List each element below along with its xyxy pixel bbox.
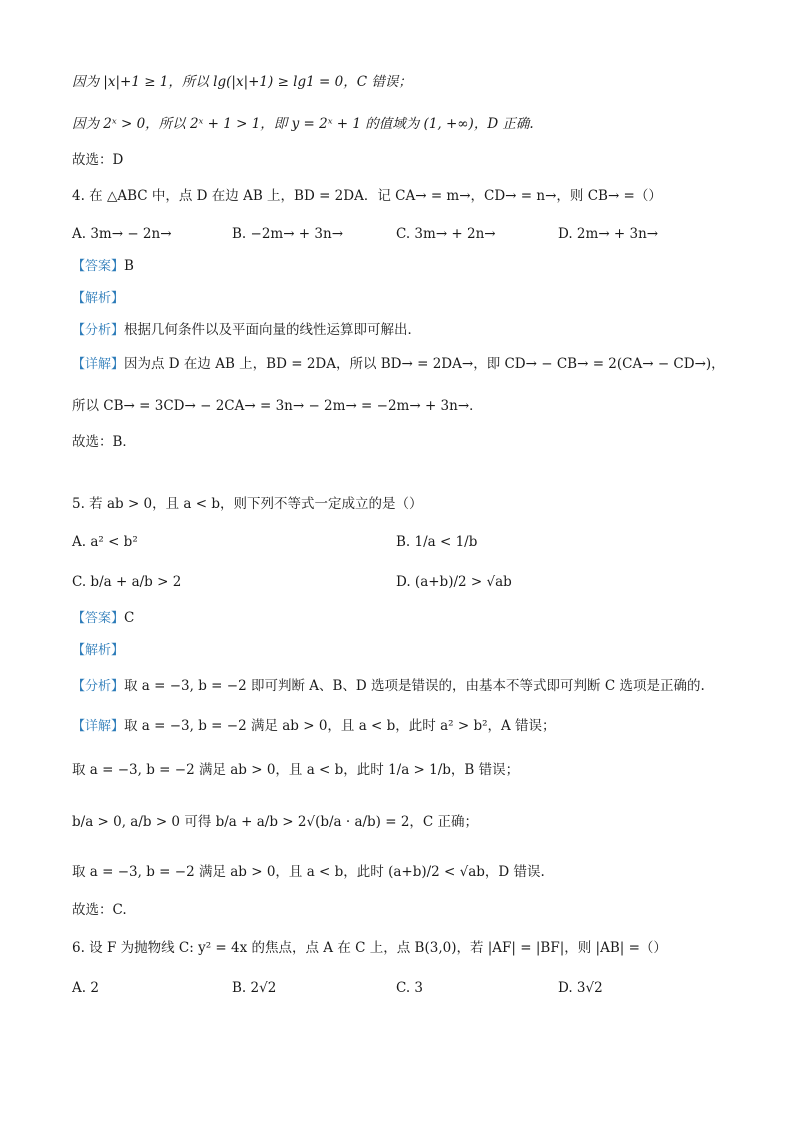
option-c: C. b/a + a/b > 2: [72, 574, 182, 590]
summary-tag: 【分析】: [72, 323, 125, 338]
analysis-line: [72, 288, 754, 309]
text-line: [72, 114, 754, 134]
option-b: B. 1/a < 1/b: [396, 534, 478, 550]
analysis-tag: 【解析】: [72, 291, 125, 306]
text-line: [72, 72, 754, 92]
option-a: A. 3m→ − 2n→: [72, 226, 172, 242]
option-d: D. (a+b)/2 > √ab: [396, 574, 512, 590]
answer-tag: 【答案】: [72, 259, 125, 274]
summary-tag: 【分析】: [72, 679, 125, 694]
detail-line: 【详解】取 a = −3, b = −2 满足 ab > 0，且 a < b，此时 a² > b²，A 错误；: [72, 718, 556, 734]
line-text: 因为 |x|+1 ≥ 1，所以 lg(|x|+1) ≥ lg1 = 0，C 错误；: [72, 74, 412, 90]
question-6-stem: 6. 设 F 为抛物线 C: y² = 4x 的焦点，点 A 在 C 上，点 B(3,0)，若 |AF| = |BF|，则 |AB| =（）: [72, 940, 667, 956]
answer-value: B: [124, 258, 134, 274]
option-b: B. 2√2: [232, 980, 277, 996]
answer-tag: 【答案】: [72, 611, 125, 626]
analysis-summary: 【分析】根据几何条件以及平面向量的线性运算即可解出．: [72, 322, 422, 338]
answer-value: C: [124, 610, 135, 626]
analysis-summary: 【分析】取 a = −3, b = −2 即可判断 A、B、D 选项是错误的，由基本不等式即可判断 C 选项是正确的.: [72, 678, 705, 694]
option-b: B. −2m→ + 3n→: [232, 226, 344, 242]
option-c: C. 3: [396, 980, 424, 996]
detail-tag: 【详解】: [72, 357, 125, 372]
analysis-tag: 【解析】: [72, 643, 125, 658]
text-line: 取 a = −3, b = −2 满足 ab > 0，且 a < b，此时 (a+b)/2 < √ab，D 错误.: [72, 864, 545, 880]
analysis-line: [72, 640, 754, 661]
option-a: A. a² < b²: [72, 534, 138, 550]
option-c: C. 3m→ + 2n→: [396, 226, 496, 242]
answer-line: [72, 256, 754, 277]
text-line: 所以 CB→ = 3CD→ − 2CA→ = 3n→ − 2m→ = −2m→ + 3n→．: [72, 398, 483, 414]
text-line: 取 a = −3, b = −2 满足 ab > 0，且 a < b，此时 1/a > 1/b，B 错误；: [72, 762, 520, 778]
line-text: 故选：D: [72, 152, 124, 168]
detail-tag: 【详解】: [72, 719, 125, 734]
text-line: b/a > 0, a/b > 0 可得 b/a + a/b > 2√(b/a · a/b) = 2，C 正确；: [72, 814, 479, 830]
option-d: D. 2m→ + 3n→: [558, 226, 659, 242]
text-line: [72, 150, 754, 170]
detail-line: 【详解】因为点 D 在边 AB 上，BD = 2DA，所以 BD→ = 2DA→，即 CD→ − CB→ = 2(CA→ − CD→)，: [72, 356, 725, 372]
question-5-stem: 5. 若 ab > 0，且 a < b，则下列不等式一定成立的是（）: [72, 496, 423, 512]
text-line: 故选：B．: [72, 434, 136, 450]
question-4-stem: 4. 在 △ABC 中，点 D 在边 AB 上，BD = 2DA．记 CA→ = m→，CD→ = n→，则 CB→ =（）: [72, 188, 662, 204]
option-a: A. 2: [72, 980, 99, 996]
option-d: D. 3√2: [558, 980, 603, 996]
text-line: 故选：C.: [72, 902, 127, 918]
line-text: 因为 2ˣ > 0，所以 2ˣ + 1 > 1，即 y = 2ˣ + 1 的值域为 (1, +∞)，D 正确.: [72, 116, 534, 132]
answer-line: [72, 608, 754, 629]
